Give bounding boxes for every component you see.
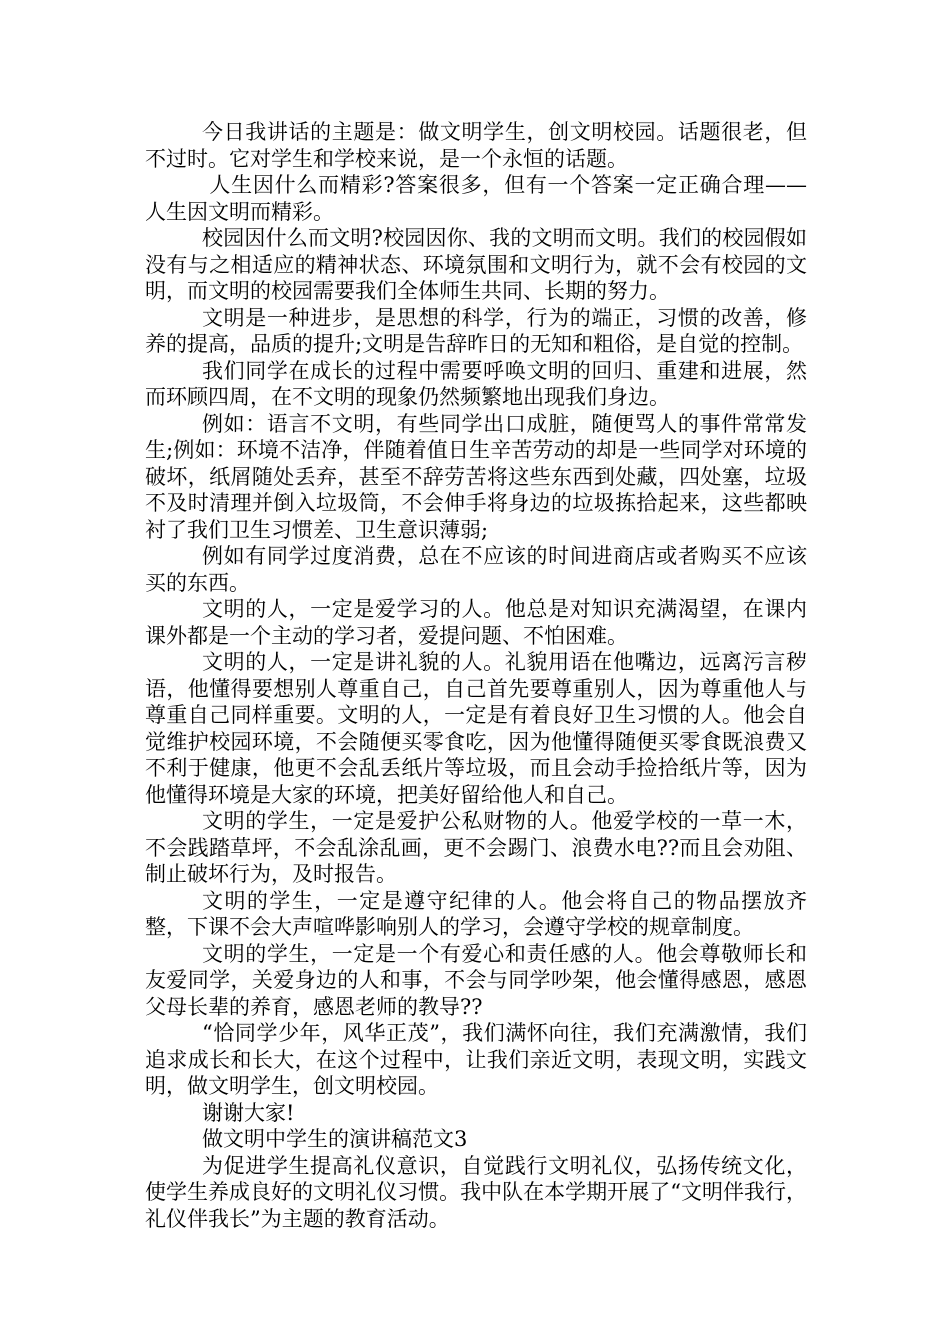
paragraph-loves-learning: 文明的人，一定是爱学习的人。他总是对知识充满渴望，在课内课外都是一个主动的学习者，爱提问题、不怕困难。 [145,597,807,648]
paragraph-politeness-hygiene: 文明的人，一定是讲礼貌的人。礼貌用语在他嘴边，远离污言秽语，他懂得要想别人尊重自己，自己首先要尊重别人，因为尊重他人与尊重自己同样重要。文明的人，一定是有着良好卫生习惯的人。他会自觉维护校园环境，不会随便买零食吃，因为他懂得随便买零食既浪费又不利于健康，他更不会乱丢纸片等垃圾，而且会动手捡拾纸片等，因为他懂得环境是大家的环境，把美好留给他人和自己。 [145,650,807,807]
paragraph-example-consumption: 例如有同学过度消费，总在不应该的时间进商店或者购买不应该买的东西。 [145,544,807,595]
paragraph-topic-intro: 今日我讲话的主题是：做文明学生，创文明校园。话题很老，但不过时。它对学生和学校来说，是一个永恒的话题。 [145,120,807,171]
paragraph-campus-civilized: 校园因什么而文明?校园因你、我的文明而文明。我们的校园假如没有与之相适应的精神状态、环境氛围和文明行为，就不会有校园的文明，而文明的校园需要我们全体师生共同、长期的努力。 [145,226,807,303]
paragraph-life-wonderful: 人生因什么而精彩?答案很多，但有一个答案一定正确合理——人生因文明而精彩。 [145,173,807,224]
paragraph-thanks: 谢谢大家! [202,1100,295,1125]
paragraph-growth-process: 我们同学在成长的过程中需要呼唤文明的回归、重建和进展，然而环顾四周，在不文明的现象仍然频繁地出现我们身边。 [145,358,807,409]
document-body [145,119,807,1232]
section-heading-sample-3: 做文明中学生的演讲稿范文3 [202,1127,468,1151]
paragraph-observe-discipline: 文明的学生，一定是遵守纪律的人。他会将自己的物品摆放齐整，下课不会大声喧哗影响别人的学习，会遵守学校的规章制度。 [145,888,807,939]
paragraph-love-responsibility: 文明的学生，一定是一个有爱心和责任感的人。他会尊敬师长和友爱同学，关爱身边的人和事，不会与同学吵架，他会懂得感恩，感恩父母长辈的养育，感恩老师的教导?? [145,941,807,1019]
paragraph-youth-quote: “恰同学少年，风华正茂”，我们满怀向往，我们充满激情，我们追求成长和长大，在这个过程中，让我们亲近文明，表现文明，实践文明，做文明学生，创文明校园。 [145,1021,807,1098]
paragraph-civilization-progress: 文明是一种进步，是思想的科学，行为的端正，习惯的改善，修养的提高，品质的提升;文明是告辞昨日的无知和粗俗，是自觉的控制。 [145,305,807,356]
paragraph-protect-property: 文明的学生，一定是爱护公私财物的人。他爱学校的一草一木，不会践踏草坪，不会乱涂乱画，更不会踢门、浪费水电??而且会劝阻、制止破坏行为，及时报告。 [145,809,807,886]
paragraph-etiquette-activity: 为促进学生提高礼仪意识，自觉践行文明礼仪，弘扬传统文化，使学生养成良好的文明礼仪习惯。我中队在本学期开展了“文明伴我行，礼仪伴我长”为主题的教育活动。 [145,1153,807,1231]
paragraph-examples-language-environment: 例如：语言不文明，有些同学出口成脏，随便骂人的事件常常发生;例如：环境不洁净，伴随着值日生辛苦劳动的却是一些同学对环境的破坏，纸屑随处丢弃，甚至不辞劳苦将这些东西到处藏，四处塞，垃圾不及时清理并倒入垃圾筒，不会伸手将身边的垃圾拣拾起来，这些都映衬了我们卫生习惯差、卫生意识薄弱; [145,411,807,542]
